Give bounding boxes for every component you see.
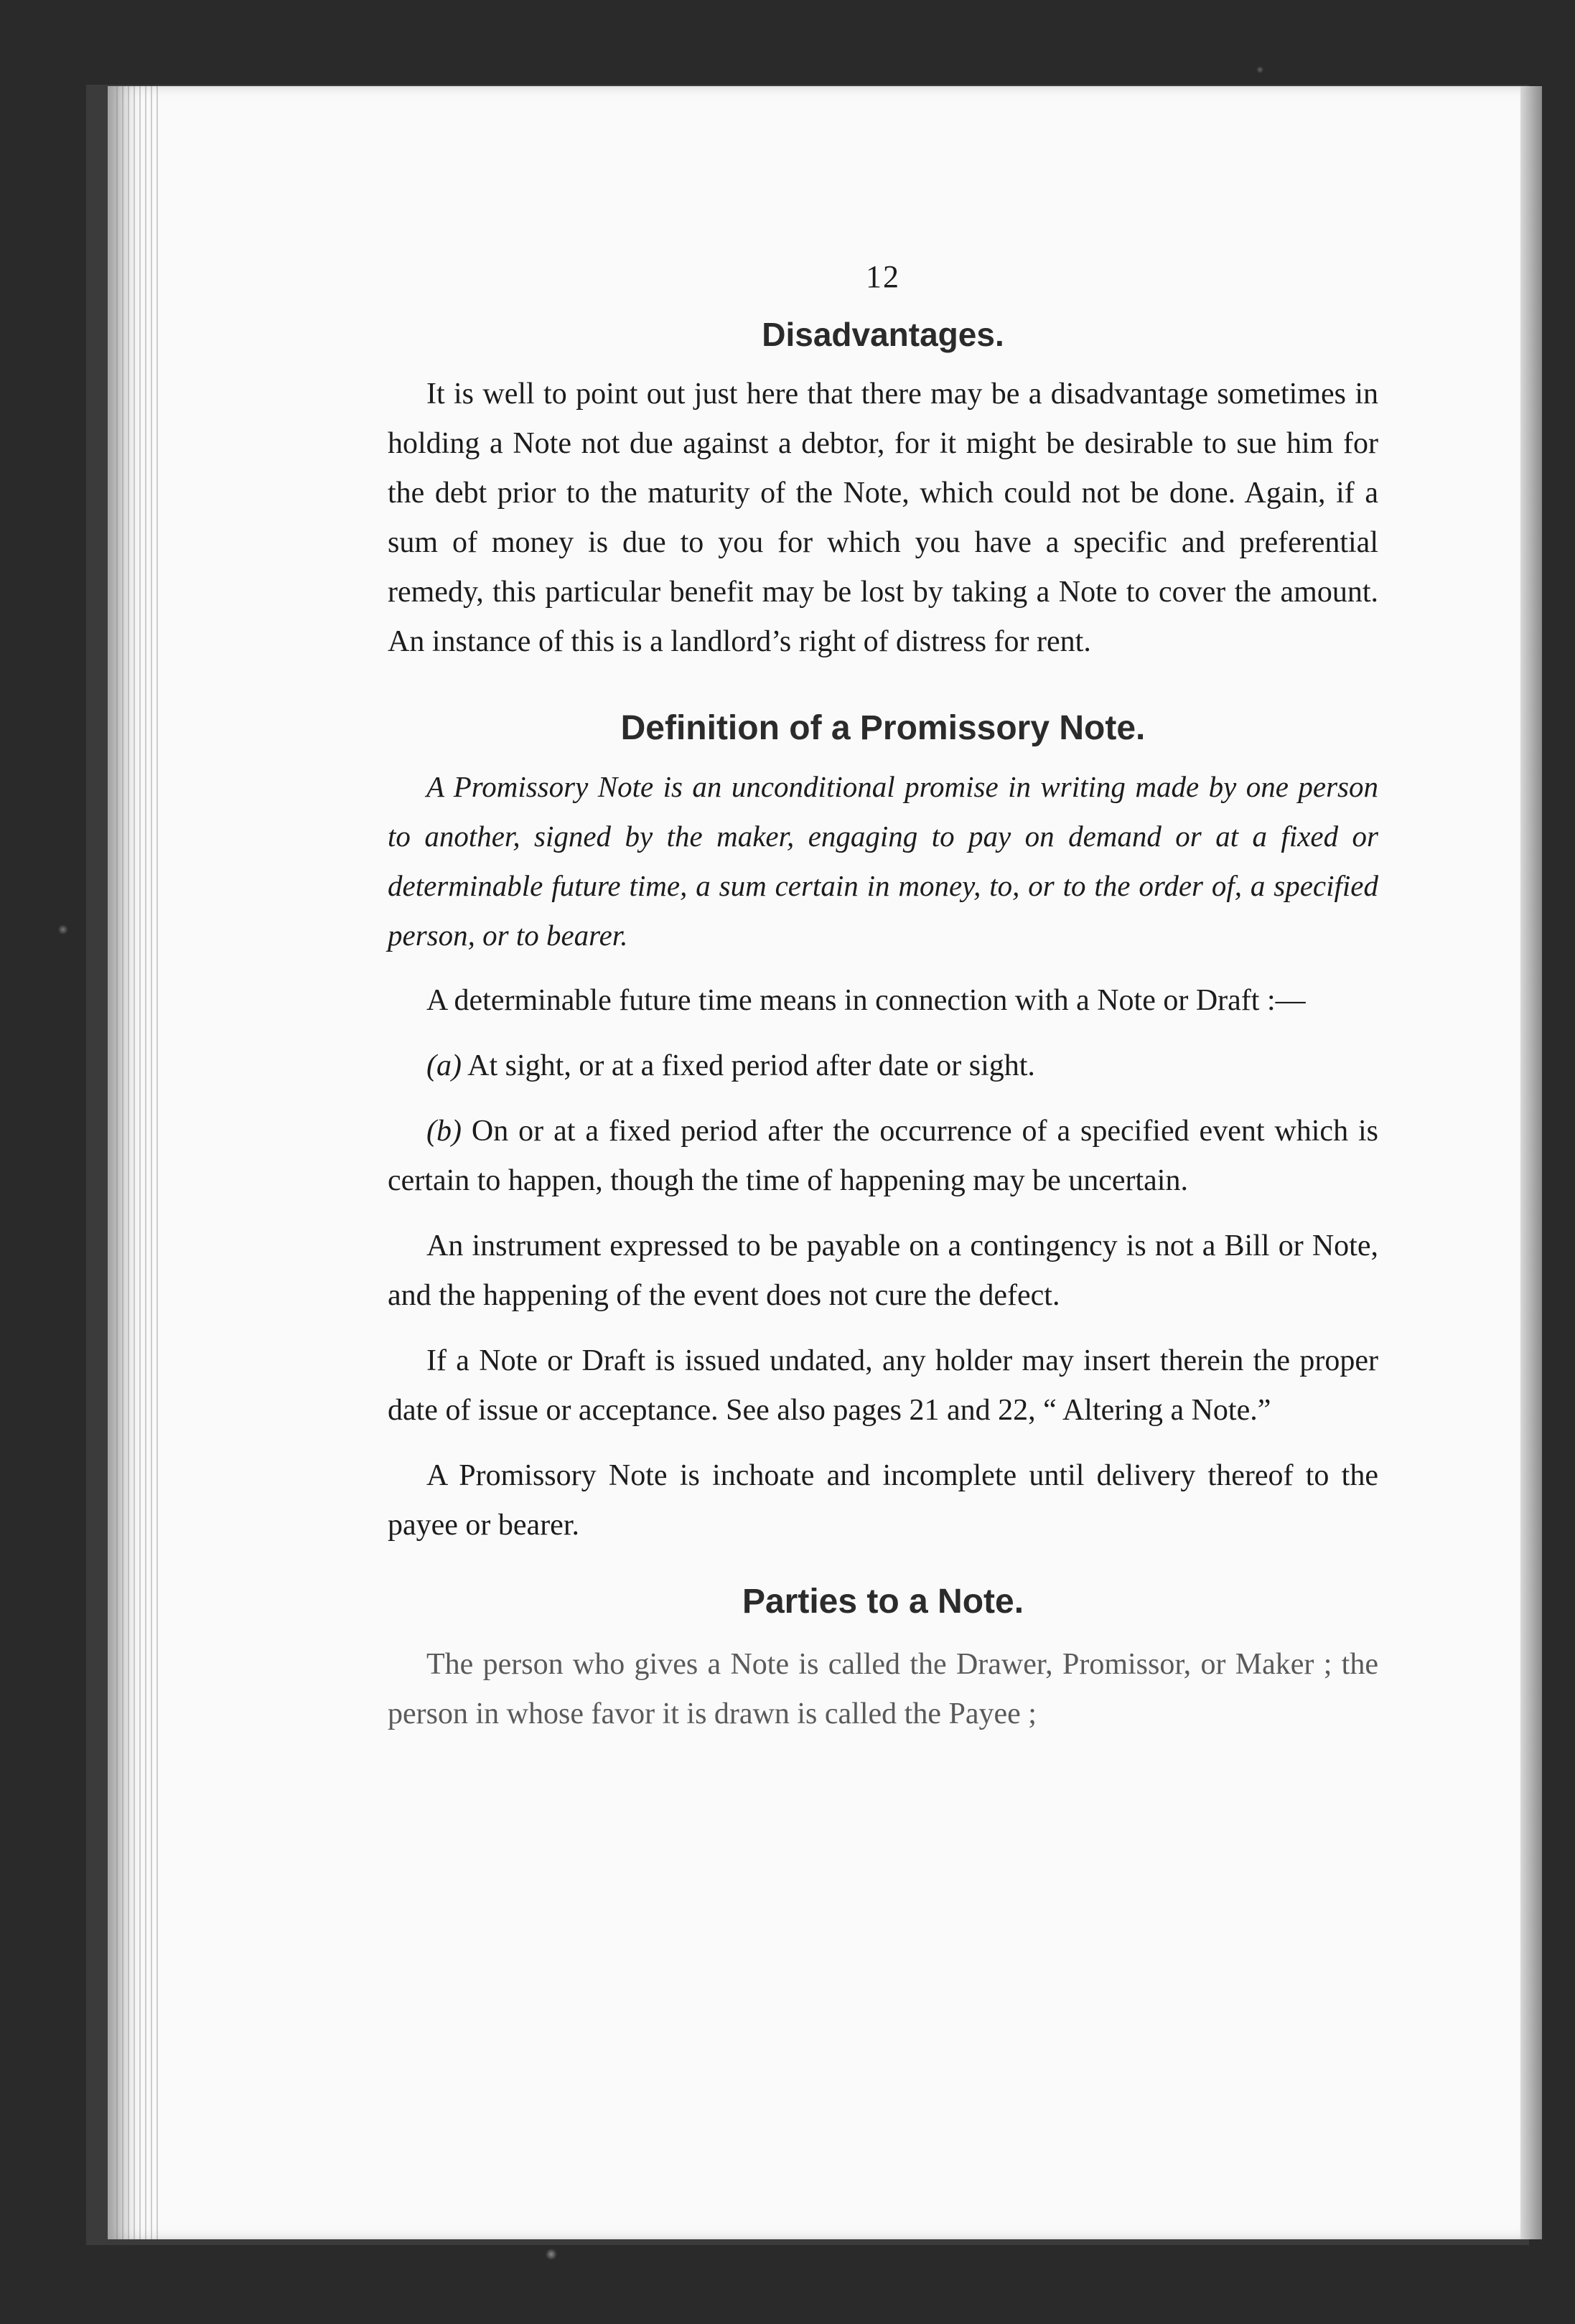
heading-disadvantages: Disadvantages. xyxy=(762,316,1004,353)
determinable-time-intro: A determinable future time means in connection with a Note or Draft :— xyxy=(426,984,1306,1017)
definition-text: A Promissory Note is an unconditional promise in writing made by one person to another, signed by the maker, engaging to pay on demand or at a fixed or determinable future time, a sum certain in money, to, or to the order of, a specified person, or to bearer. xyxy=(388,770,1378,952)
list-item-b-label: (b) xyxy=(426,1115,462,1148)
paragraph-contingency: An instrument expressed to be payable on a contingency is not a Bill or Note, and the happening of the event does not cure the defect. xyxy=(388,1229,1378,1312)
page-number: 12 xyxy=(866,259,900,294)
list-item-a-text: At sight, or at a fixed period after date or sight. xyxy=(467,1049,1035,1082)
heading-parties: Parties to a Note. xyxy=(742,1583,1024,1621)
list-item-a-label: (a) xyxy=(426,1049,462,1082)
paragraph-inchoate: A Promissory Note is inchoate and incomplete until delivery thereof to the payee or bearer. xyxy=(388,1459,1378,1542)
paragraph-parties: The person who gives a Note is called the Drawer, Promissor, or Maker ; the person in whose favor it is drawn is called the Payee ; xyxy=(388,1648,1378,1730)
heading-definition: Definition of a Promissory Note. xyxy=(620,709,1146,747)
list-item-b xyxy=(388,1107,1378,1206)
paragraph-disadvantages: It is well to point out just here that there may be a disadvantage sometimes in holding a Note not due against a debtor, for it might be desirable to sue him for the debt prior to the maturity of the Note, which could not be done. Again, if a sum of money is due to you for which you have a specific and preferential remedy, this particular benefit may be lost by taking a Note to cover the amount. An instance of this is a landlord’s right of distress for rent. xyxy=(388,378,1378,658)
page-edge xyxy=(1520,86,1542,2239)
page-content xyxy=(388,258,1378,1739)
paragraph-undated: If a Note or Draft is issued undated, any holder may insert therein the proper date of issue or acceptance. See also pages 21 and 22, “ Altering a Note.” xyxy=(388,1344,1378,1427)
list-item-b-text: On or at a fixed period after the occurrence of a specified event which is certain to happen, though the time of happening may be uncertain. xyxy=(388,1115,1379,1197)
list-item-a xyxy=(388,1041,1378,1091)
page-gutter xyxy=(116,86,159,2239)
